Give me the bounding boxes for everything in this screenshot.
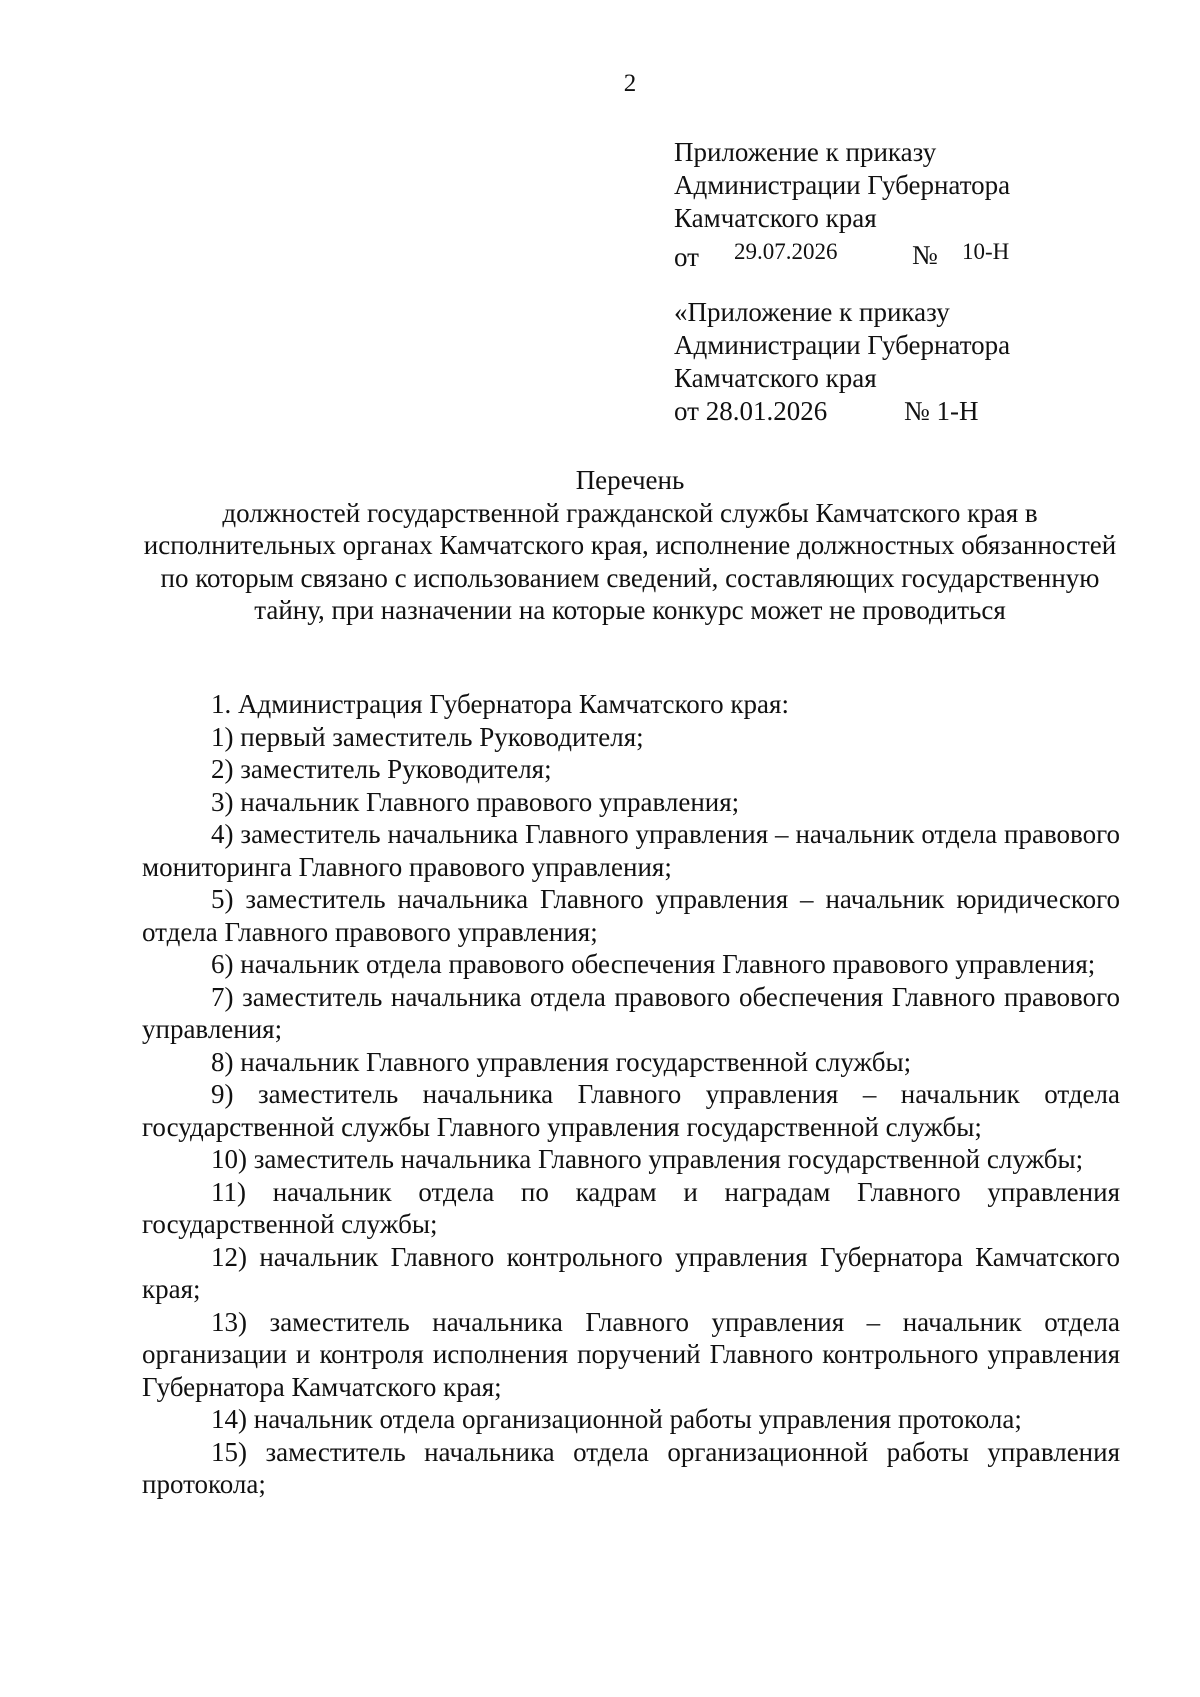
approval-prev-date-line [674, 395, 1154, 428]
list-item: 12) начальник Главного контрольного управления Губернатора Камчатского края; [142, 1241, 1120, 1304]
order-number: 10-Н [962, 239, 1010, 264]
approval-line-3: Камчатского края [674, 203, 877, 233]
document-title [140, 464, 1120, 627]
from-label: от [674, 242, 699, 272]
approval-block-previous [674, 296, 1154, 428]
prev-order-date: от 28.01.2026 [674, 396, 828, 426]
list-item: 11) начальник отдела по кадрам и наградам Главного управления государственной службы; [142, 1176, 1120, 1239]
title-body: должностей государственной гражданской службы Камчатского края в исполнительных органах Камчатского края, исполнение должностных обязанностей по которым связано с использованием сведений, составляющих государственную тайну, при назначении на которые конкурс может не проводиться [143, 497, 1117, 625]
approval-prev-line-1: «Приложение к приказу [674, 297, 950, 327]
positions-list [142, 688, 1120, 1501]
order-date: 29.07.2026 [734, 239, 838, 264]
list-item: 6) начальник отдела правового обеспечения Главного правового управления; [211, 949, 1096, 979]
list-item: 15) заместитель начальника отдела организационной работы управления протокола; [142, 1436, 1120, 1499]
list-item: 3) начальник Главного правового управления; [211, 786, 740, 817]
approval-block-current [674, 136, 1154, 272]
list-item: 2) заместитель Руководителя; [211, 754, 552, 784]
approval-date-line [674, 235, 1154, 272]
list-item: 5) заместитель начальника Главного управления – начальник юридического отдела Главного правового управления; [142, 884, 1120, 947]
list-item: 8) начальник Главного управления государственной службы; [211, 1046, 912, 1077]
list-item: 4) заместитель начальника Главного управления – начальник отдела правового мониторинга Главного правового управления; [142, 819, 1120, 882]
list-item: 9) заместитель начальника Главного управления – начальник отдела государственной службы Главного управления государственной службы; [142, 1079, 1120, 1142]
list-item: 1) первый заместитель Руководителя; [211, 721, 644, 752]
list-section-heading: 1. Администрация Губернатора Камчатского края: [211, 689, 789, 719]
list-item: 10) заместитель начальника Главного управления государственной службы; [211, 1144, 1084, 1174]
page-number: 2 [623, 70, 637, 97]
approval-prev-line-3: Камчатского края [674, 363, 877, 393]
approval-line-1: Приложение к приказу [674, 137, 937, 167]
approval-prev-line-2: Администрации Губернатора [674, 330, 1011, 360]
approval-line-2: Администрации Губернатора [674, 170, 1011, 200]
prev-order-number: № 1-Н [904, 396, 979, 426]
list-item: 7) заместитель начальника отдела правового обеспечения Главного правового управления; [142, 981, 1120, 1044]
list-item: 14) начальник отдела организационной работы управления протокола; [211, 1404, 1022, 1434]
number-sign: № [912, 240, 938, 270]
title-heading: Перечень [575, 465, 685, 495]
list-item: 13) заместитель начальника Главного управления – начальник отдела организации и контроля исполнения поручений Главного контрольного управления Губернатора Камчатского края; [142, 1306, 1120, 1402]
